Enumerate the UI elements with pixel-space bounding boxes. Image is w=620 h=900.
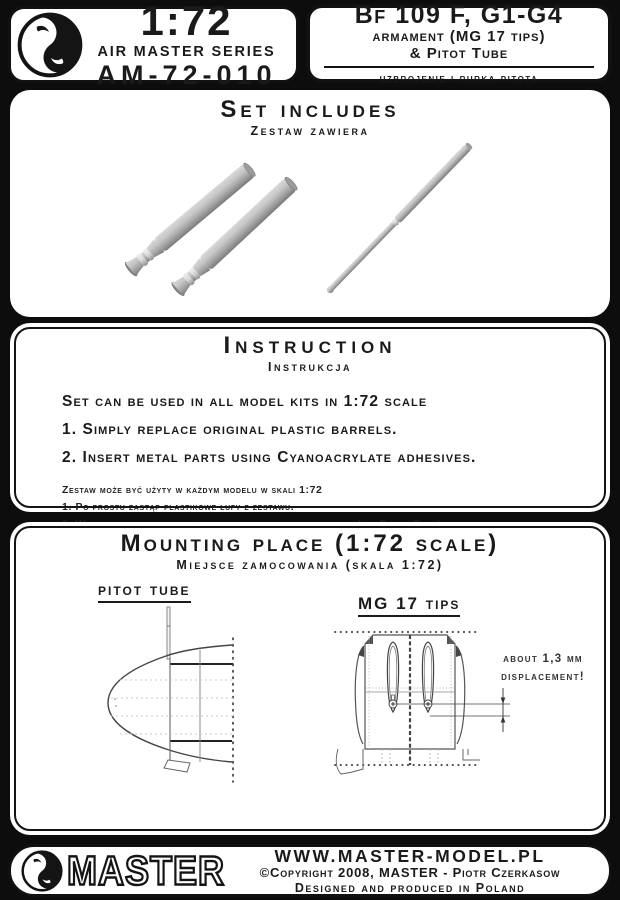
kit-title: Bf 109 F, G1-G4 bbox=[354, 0, 564, 29]
series-label: AIR MASTER SERIES bbox=[97, 44, 276, 61]
instruction-step-1-en: 1. Simply replace original plastic barrels. bbox=[62, 421, 398, 439]
divider bbox=[324, 66, 594, 68]
mounting-title: Mounting place (1:72 scale) bbox=[120, 530, 500, 557]
pitot-tube-part bbox=[325, 142, 474, 295]
footer-bar bbox=[8, 844, 612, 897]
instruction-step-2-en: 2. Insert metal parts using Cyanoacrylate adhesives. bbox=[62, 449, 477, 467]
header-right-box bbox=[306, 0, 612, 86]
header-left-box bbox=[8, 0, 299, 90]
kit-subtitle-2: & Pitot Tube bbox=[409, 45, 509, 63]
product-code: AM-72-010 bbox=[96, 59, 277, 90]
instruction-title: Instruction bbox=[223, 332, 397, 359]
set-includes-panel bbox=[10, 90, 610, 317]
mg17-tip-part-1 bbox=[124, 161, 257, 277]
footer-info bbox=[225, 846, 595, 895]
website-url: WWW.MASTER-MODEL.PL bbox=[274, 845, 546, 866]
master-logo-icon bbox=[17, 12, 83, 78]
pitot-tube-diagram-label: pitot tube bbox=[98, 580, 191, 603]
kit-subtitle-1: armament (MG 17 tips) bbox=[372, 27, 546, 45]
set-includes-title: Set includes bbox=[220, 96, 400, 123]
mg17-tip-part-2 bbox=[170, 176, 299, 297]
brand-wordmark: MASTER bbox=[67, 846, 225, 893]
instruction-text-en bbox=[62, 388, 610, 472]
instruction-intro-en: Set can be used in all model kits in 1:72 scale bbox=[62, 393, 428, 411]
mounting-subtitle: Miejsce zamocowania (skala 1:72) bbox=[176, 558, 444, 573]
kit-title-polish: uzbrojenie i rurka pitota bbox=[379, 71, 539, 86]
mg17-diagram-label: MG 17 tips bbox=[358, 594, 460, 617]
displacement-note bbox=[468, 650, 618, 686]
displacement-note-line2: displacement! bbox=[501, 671, 585, 683]
instruction-subtitle: Instrukcja bbox=[268, 360, 352, 375]
instruction-panel bbox=[10, 323, 610, 512]
wing-tip-pitot-diagram bbox=[58, 600, 248, 795]
metal-parts-render bbox=[10, 90, 610, 317]
set-includes-subtitle: Zestaw zawiera bbox=[250, 124, 370, 139]
master-logo-icon bbox=[21, 850, 63, 892]
instruction-intro-pl: Zestaw może być użyty w każdym modelu w skali 1:72 bbox=[62, 484, 323, 497]
origin-line: Designed and produced in Poland bbox=[294, 880, 526, 895]
mounting-place-panel bbox=[10, 522, 610, 835]
copyright-line: ©Copyright 2008, MASTER - Piotr Czerkasow bbox=[259, 864, 561, 880]
scale-label: 1:72 bbox=[140, 0, 233, 45]
displacement-note-line1: about 1,3 mm bbox=[503, 653, 583, 665]
cowling-mg17-diagram bbox=[330, 622, 530, 787]
instruction-step-1-pl: 1. Po prostu zastąp plastikowe łufy z zestawu. bbox=[62, 501, 295, 514]
